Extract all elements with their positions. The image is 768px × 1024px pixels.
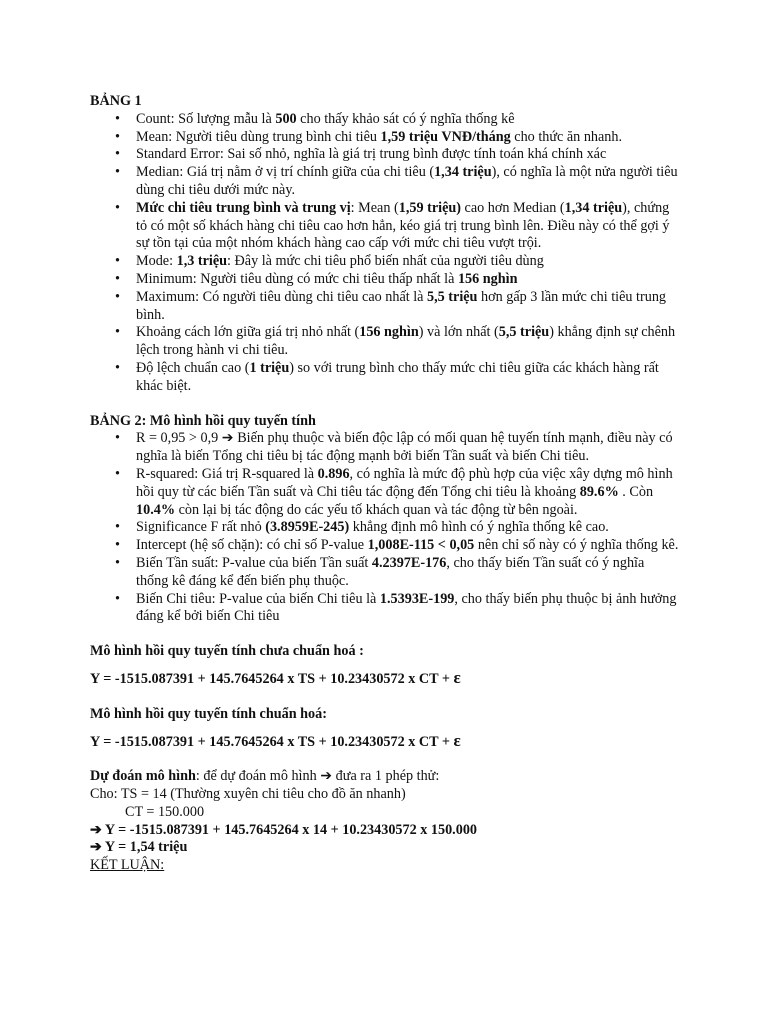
prediction-result: ➔ Y = 1,54 triệu <box>90 839 188 856</box>
text-run: ), có nghĩa là một nửa người tiêu dùng chi tiêu dưới mức này. <box>136 164 678 198</box>
bold-run: 500 <box>275 110 297 127</box>
text-run: hơn gấp 3 lần mức chi tiêu trung bình. <box>136 288 667 323</box>
list-item <box>136 519 680 537</box>
list-item <box>136 253 680 271</box>
table2-heading: BẢNG 2: Mô hình hồi quy tuyến tính <box>90 412 316 429</box>
text-run: ) khẳng định sự chênh lệch trong hành vi chi tiêu. <box>136 324 676 359</box>
prediction-given-ts: Cho: TS = 14 (Thường xuyên chi tiêu cho đồ ăn nhanh) <box>90 786 406 803</box>
text-run: Maximum: Có người tiêu dùng chi tiêu cao nhất là <box>136 288 428 305</box>
text-run: Mean: Người tiêu dùng trung bình chi tiêu <box>136 128 381 145</box>
text-run: : Mean ( <box>350 199 399 216</box>
list-item <box>136 111 680 129</box>
bold-run: 1,3 triệu <box>176 253 228 270</box>
std-model-heading: Mô hình hồi quy tuyến tính chuẩn hoá: <box>90 705 327 722</box>
unstd-model-equation <box>90 669 680 689</box>
table1-list <box>90 111 680 396</box>
std-model-equation <box>90 732 680 752</box>
text-run: , có nghĩa là mức độ phù hợp của việc xây dựng mô hình hồi quy từ các biến Tần suất và Chi tiêu tác động đến Tổng chi tiêu là khoảng <box>136 465 673 500</box>
unstd-model-heading: Mô hình hồi quy tuyến tính chưa chuẩn hoá : <box>90 643 364 660</box>
text-run: : Đây là mức chi tiêu phổ biến nhất của người tiêu dùng <box>227 253 544 270</box>
list-item <box>136 271 680 289</box>
list-item <box>136 200 680 253</box>
text-run: Standard Error: Sai số nhỏ, nghĩa là giá trị trung bình được tính toán khá chính xác <box>136 146 607 163</box>
text-run: Biến Chi tiêu: P-value của biến Chi tiêu là <box>136 590 380 607</box>
text-run: nên chỉ số này có ý nghĩa thống kê. <box>474 537 679 554</box>
text-run: ) và lớn nhất ( <box>418 324 499 341</box>
text-run: Intercept (hệ số chặn): có chỉ số P-value <box>136 537 368 554</box>
bold-run: Mức chi tiêu trung bình và trung vị <box>136 199 351 216</box>
conclusion-heading: KẾT LUẬN: <box>90 857 165 874</box>
bold-run: 1,008E-115 < 0,05 <box>367 537 475 554</box>
text-run: Mode: <box>136 253 177 270</box>
bold-run: 1 triệu <box>249 359 290 376</box>
text-run: ), chứng tỏ có một số khách hàng chi tiêu cao hơn hẳn, kéo giá trị trung bình lên. Điều này có thể gợi ý sự tồn tại của một nhóm khách hàng cao cấp với mức chi tiêu vượt trội. <box>136 199 670 252</box>
bold-run: 10.4% <box>136 501 176 518</box>
std-equation-text: Y = -1515.087391 + 145.7645264 x TS + 10.23430572 x CT + <box>90 733 454 750</box>
text-run: R = 0,95 > 0,9 ➔ Biến phụ thuộc và biến độc lập có mối quan hệ tuyến tính mạnh, điều này có nghĩa là biến Tổng chi tiêu bị tác động mạnh bởi biến Tần suất và biến Chi tiêu. <box>136 430 673 465</box>
text-run: Khoảng cách lớn giữa giá trị nhỏ nhất ( <box>136 324 360 341</box>
list-item <box>136 555 680 591</box>
bold-run: 5,5 triệu <box>498 324 550 341</box>
text-run: ) so với trung bình cho thấy mức chi tiêu giữa các khách hàng rất khác biệt. <box>136 359 659 394</box>
bold-run: 156 nghìn <box>457 270 518 287</box>
bold-run: 1.5393E-199 <box>379 590 455 607</box>
list-item <box>136 466 680 519</box>
list-item <box>136 324 680 360</box>
bold-run: 0.896 <box>317 465 350 482</box>
prediction-text: : để dự đoán mô hình ➔ đưa ra 1 phép thử: <box>195 768 440 785</box>
text-run: , cho thấy biến Tần suất có ý nghĩa thống kê đáng kể đến biến phụ thuộc. <box>136 554 645 589</box>
text-run: còn lại bị tác động do các yếu tố khách quan và tác động từ bên ngoài. <box>175 501 578 518</box>
prediction-intro <box>90 768 680 786</box>
bold-run: 156 nghìn <box>359 324 419 341</box>
text-run: Biến Tần suất: P-value của biến Tần suất <box>136 554 372 571</box>
text-run: R-squared: Giá trị R-squared là <box>136 465 318 482</box>
std-epsilon: ε <box>453 730 461 750</box>
list-item <box>136 146 680 164</box>
text-run: Median: Giá trị nằm ở vị trí chính giữa của chi tiêu ( <box>136 164 435 181</box>
list-item <box>136 591 680 627</box>
text-run: Độ lệch chuẩn cao ( <box>136 359 250 376</box>
text-run: cho thấy khảo sát có ý nghĩa thống kê <box>296 110 515 127</box>
bold-run: 4.2397E-176 <box>371 554 447 571</box>
text-run: Significance F rất nhỏ <box>136 519 266 536</box>
table2-list <box>90 430 680 626</box>
text-run: cho thức ăn nhanh. <box>510 128 623 145</box>
text-run: Count: Số lượng mẫu là <box>136 110 276 127</box>
bold-run: 1,59 triệu VNĐ/tháng <box>380 128 511 145</box>
bold-run: 89.6% <box>579 483 619 500</box>
bold-run: 5,5 triệu <box>427 288 478 305</box>
bold-run: (3.8959E-245) <box>265 519 350 536</box>
prediction-label: Dự đoán mô hình <box>90 768 196 785</box>
list-item <box>136 289 680 325</box>
text-run: cao hơn Median ( <box>461 199 565 216</box>
prediction-calc: ➔ Y = -1515.087391 + 145.7645264 x 14 + 10.23430572 x 150.000 <box>90 821 478 838</box>
list-item <box>136 430 680 466</box>
table1-heading: BẢNG 1 <box>90 93 142 109</box>
list-item <box>136 129 680 147</box>
bold-run: 1,59 triệu) <box>398 199 461 216</box>
unstd-epsilon: ε <box>453 667 461 687</box>
prediction-given-ct: CT = 150.000 <box>125 803 205 820</box>
text-run: . Còn <box>618 483 654 500</box>
bold-run: 1,34 triệu <box>434 164 492 181</box>
text-run: , cho thấy biến phụ thuộc bị ảnh hưởng đáng kể bởi biến Chi tiêu <box>136 590 677 625</box>
list-item <box>136 360 680 396</box>
text-run: khẳng định mô hình có ý nghĩa thống kê cao. <box>349 519 609 536</box>
text-run: Minimum: Người tiêu dùng có mức chi tiêu thấp nhất là <box>136 270 458 287</box>
list-item <box>136 164 680 200</box>
document-page <box>90 93 680 875</box>
list-item <box>136 537 680 555</box>
unstd-equation-text: Y = -1515.087391 + 145.7645264 x TS + 10.23430572 x CT + <box>90 670 454 687</box>
bold-run: 1,34 triệu <box>564 199 623 216</box>
